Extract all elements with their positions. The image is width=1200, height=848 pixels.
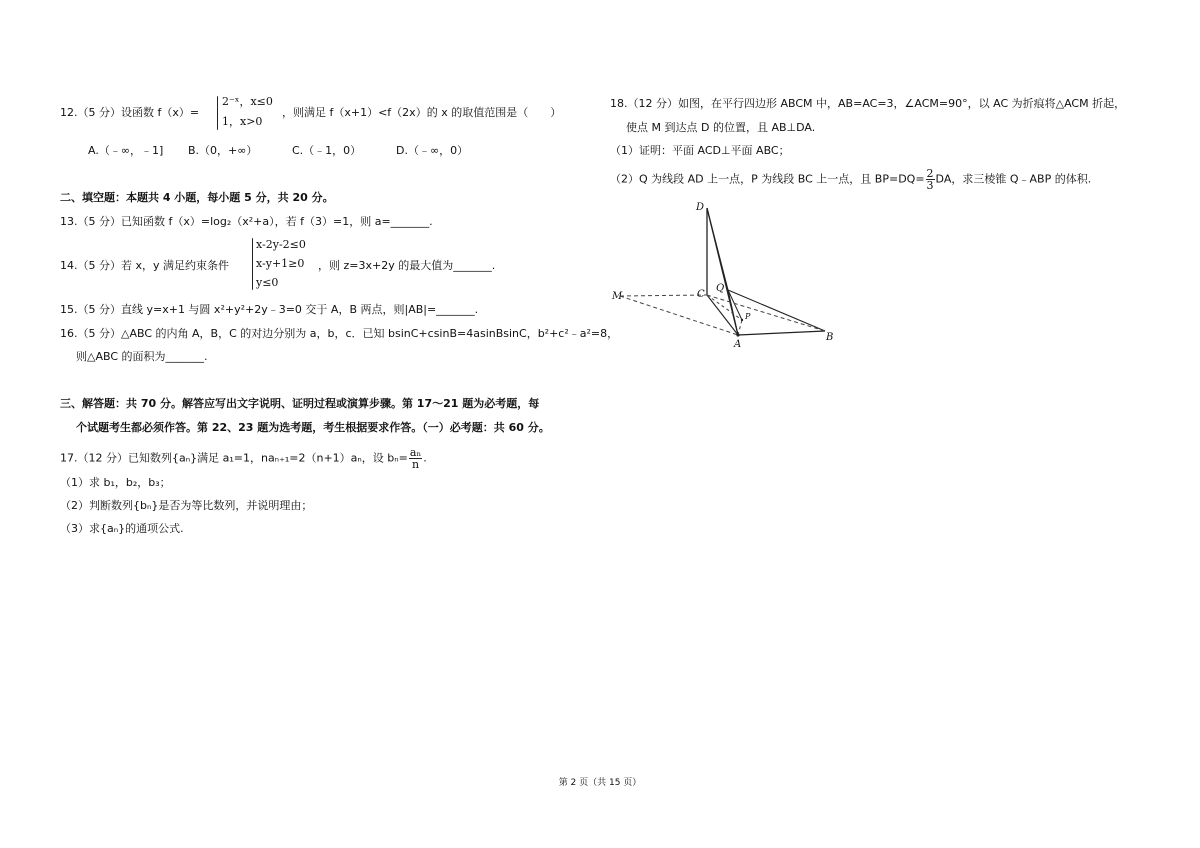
figure-label-q: Q: [716, 283, 725, 294]
q18-line1: 18.（12 分）如图，在平行四边形 ABCM 中，AB=AC=3，∠ACM=90°，以 AC 为折痕将△ACM 折起，: [610, 97, 1126, 110]
page-footer: 第 2 页（共 15 页）: [558, 778, 642, 788]
q18-part2-suffix: DA，求三棱锥 Q﹣ABP 的体积.: [935, 172, 1092, 186]
q18-part1: （1）证明：平面 ACD⊥平面 ABC；: [610, 144, 790, 157]
q14-suffix: ，则 z=3x+2y 的最大值为_______.: [318, 259, 496, 272]
figure-label-a: A: [734, 339, 742, 350]
q12-case1: 2⁻ˣ，x≤0: [222, 95, 273, 108]
q12-brace: [217, 96, 218, 130]
q18-fraction: [926, 168, 935, 191]
q15-text: 15.（5 分）直线 y=x+1 与圆 x²+y²+2y﹣3=0 交于 A，B 两点，则|AB|=_______.: [60, 303, 479, 316]
q14-cond3: y≤0: [256, 276, 279, 289]
q18-frac-num: 2: [926, 167, 934, 180]
section-2-heading: 二、填空题：本题共 4 小题，每小题 5 分，共 20 分。: [60, 191, 334, 204]
q12-option-a: A.（﹣∞，﹣1]: [88, 144, 164, 157]
figure-label-p: P: [745, 312, 751, 321]
q12-option-d: D.（﹣∞，0）: [396, 144, 469, 157]
section-3-line1: 三、解答题：共 70 分。解答应写出文字说明、证明过程或演算步骤。第 17～21 题为必考题，每: [60, 397, 540, 410]
figure-label-b: B: [826, 332, 834, 343]
q17-frac-num: aₙ: [409, 446, 422, 459]
q14-brace: [252, 238, 253, 290]
q12-prefix: 12.（5 分）设函数 f（x）=: [60, 106, 200, 119]
figure-label-m: M: [612, 291, 623, 302]
q12-option-b: B.（0，+∞）: [188, 144, 258, 157]
q17-fraction: [409, 447, 422, 470]
q17-frac-den: n: [412, 458, 420, 471]
q18-geometry-figure: [600, 195, 860, 355]
figure-label-d: D: [696, 202, 705, 213]
q16-line1: 16.（5 分）△ABC 的内角 A，B，C 的对边分别为 a，b，c．已知 bsinC+csinB=4asinBsinC，b²+c²﹣a²=8，: [60, 327, 619, 340]
q17-prefix: 17.（12 分）已知数列{aₙ}满足 a₁=1，naₙ₊₁=2（n+1）aₙ，设 bₙ=: [60, 451, 408, 465]
q12-case2: 1，x>0: [222, 115, 263, 128]
q14-cond1: x-2y-2≤0: [256, 238, 306, 251]
section-3-line2: 个试题考生都必须作答。第 22、23 题为选考题，考生根据要求作答。（一）必考题：共 60 分。: [76, 421, 550, 434]
q17-part1: （1）求 b₁，b₂，b₃；: [60, 476, 171, 489]
q18-line2: 使点 M 到达点 D 的位置，且 AB⊥DA.: [626, 121, 816, 134]
q17-part2: （2）判断数列{bₙ}是否为等比数列，并说明理由；: [60, 499, 313, 512]
q17-stem: [60, 447, 427, 470]
q17-part3: （3）求{aₙ}的通项公式.: [60, 522, 184, 535]
q18-part2: [610, 168, 1091, 191]
q14-cond2: x-y+1≥0: [256, 257, 305, 270]
q13-text: 13.（5 分）已知函数 f（x）=log₂（x²+a），若 f（3）=1，则 a=_______.: [60, 215, 433, 228]
q16-line2: 则△ABC 的面积为_______.: [76, 350, 208, 363]
figure-label-c: C: [697, 289, 705, 300]
q17-suffix: .: [423, 451, 427, 465]
q14-prefix: 14.（5 分）若 x，y 满足约束条件: [60, 259, 230, 272]
q12-suffix: ，则满足 f（x+1）<f（2x）的 x 的取值范围是（ ）: [282, 106, 562, 119]
q18-part2-prefix: （2）Q 为线段 AD 上一点，P 为线段 BC 上一点，且 BP=DQ=: [610, 172, 925, 186]
q18-frac-den: 3: [926, 179, 934, 192]
q12-option-c: C.（﹣1，0）: [292, 144, 362, 157]
